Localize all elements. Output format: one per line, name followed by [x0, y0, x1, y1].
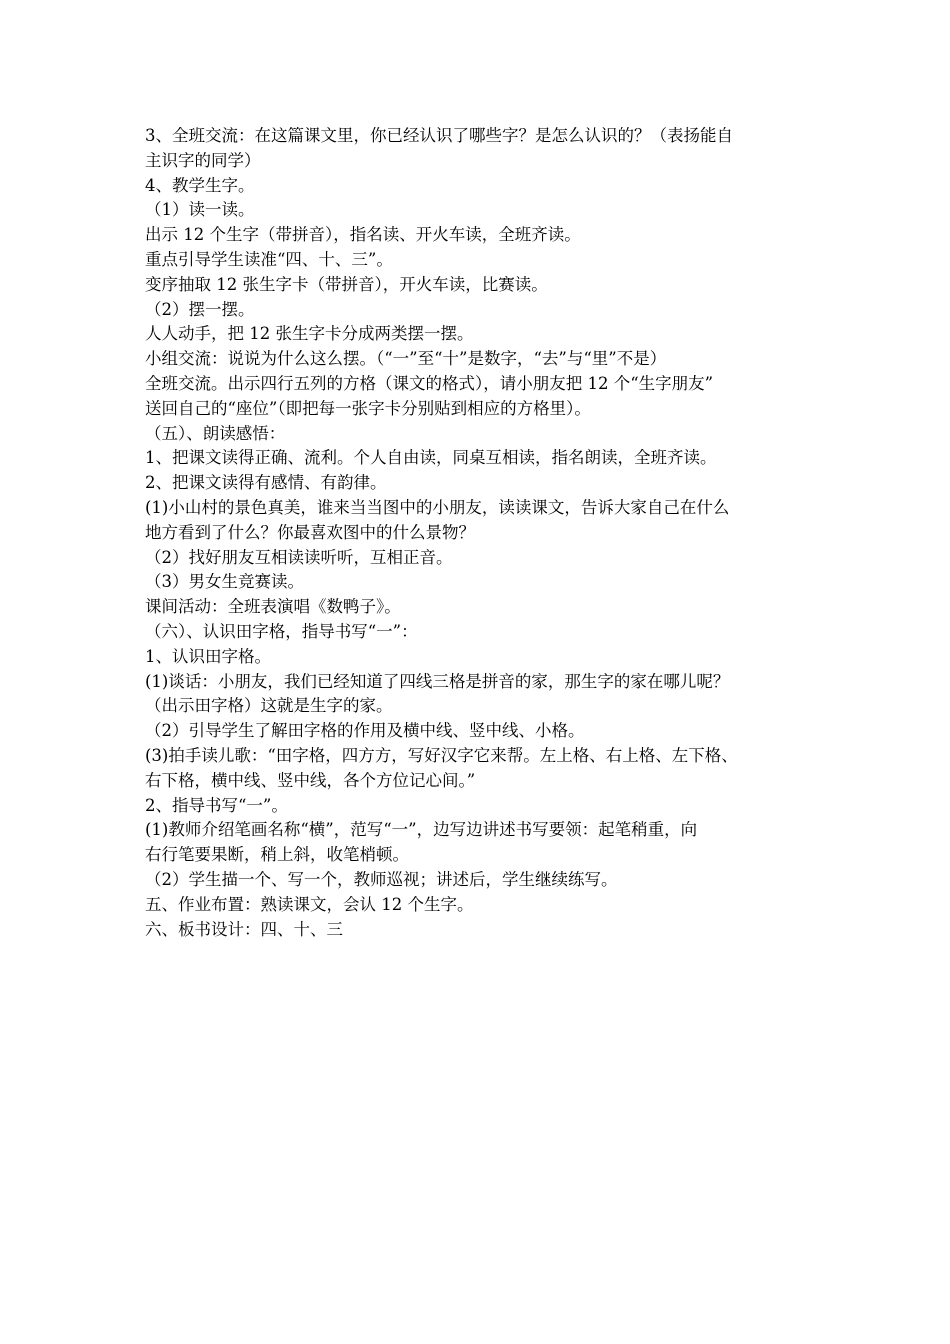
text-line: （3）男女生竞赛读。 [145, 572, 304, 592]
text-line: 变序抽取 12 张生字卡（带拼音），开火车读，比赛读。 [145, 274, 548, 294]
text-line: 送回自己的“座位”（即把每一张字卡分别贴到相应的方格里）。 [145, 398, 591, 418]
text-line: 3、全班交流：在这篇课文里，你已经认识了哪些字？是怎么认识的？（表扬能自 [145, 126, 733, 145]
text-line: （2）学生描一个、写一个，教师巡视；讲述后，学生继续练写。 [145, 869, 618, 889]
text-line: 右行笔要果断，稍上斜，收笔梢顿。 [145, 845, 409, 865]
section-heading: （六）、认识田字格，指导书写“一”： [145, 621, 418, 641]
text-line: (3)拍手读儿歌：“田字格，四方方，写好汉字它来帮。左上格、右上格、左下格、 [145, 745, 738, 765]
text-line: (1)谈话：小朋友，我们已经知道了四线三格是拼音的家，那生字的家在哪儿呢？ [145, 671, 730, 691]
document-body [145, 124, 810, 942]
text-line: 2、把课文读得有感情、有韵律。 [145, 473, 387, 493]
text-line: 重点引导学生读准“四、十、三”。 [145, 249, 393, 269]
text-line: （2）找好朋友互相读读听听，互相正音。 [145, 547, 453, 567]
text-line: （出示田字格）这就是生字的家。 [145, 696, 393, 716]
text-line: 右下格，横中线、竖中线，各个方位记心间。” [145, 770, 476, 790]
text-line: （2）引导学生了解田字格的作用及横中线、竖中线、小格。 [145, 721, 585, 741]
text-line: （2）摆一摆。 [145, 299, 255, 319]
text-line: 出示 12 个生字（带拼音），指名读、开火车读，全班齐读。 [145, 225, 581, 245]
text-line: 2、指导书写“一”。 [145, 795, 288, 815]
text-line: 4、教学生字。 [145, 175, 255, 195]
text-line: 全班交流。出示四行五列的方格（课文的格式），请小朋友把 12 个“生字朋友” [145, 373, 714, 393]
section-heading: （五）、朗读感悟： [145, 423, 286, 443]
section-heading: 五、作业布置：熟读课文，会认 12 个生字。 [145, 894, 474, 914]
text-line: 小组交流：说说为什么这么摆。（“一”至“十”是数字，“去”与“里”不是） [145, 349, 667, 369]
text-line: (1)教师介绍笔画名称“横”，范写“一”，边写边讲述书写要领：起笔稍重，向 [145, 820, 698, 840]
text-line: 课间活动：全班表演唱《数鸭子》。 [145, 597, 401, 617]
text-line: （1）读一读。 [145, 200, 255, 220]
text-line: 1、认识田字格。 [145, 646, 271, 666]
section-heading: 六、板书设计：四、十、三 [145, 919, 343, 939]
text-line: 1、把课文读得正确、流利。个人自由读，同桌互相读，指名朗读，全班齐读。 [145, 448, 717, 468]
text-line: 地方看到了什么？你最喜欢图中的什么景物？ [145, 522, 475, 542]
text-line: 主识字的同学） [145, 150, 261, 170]
text-line: 人人动手，把 12 张生字卡分成两类摆一摆。 [145, 324, 474, 344]
text-line: (1)小山村的景色真美，谁来当当图中的小朋友，读读课文，告诉大家自己在什么 [145, 497, 730, 517]
